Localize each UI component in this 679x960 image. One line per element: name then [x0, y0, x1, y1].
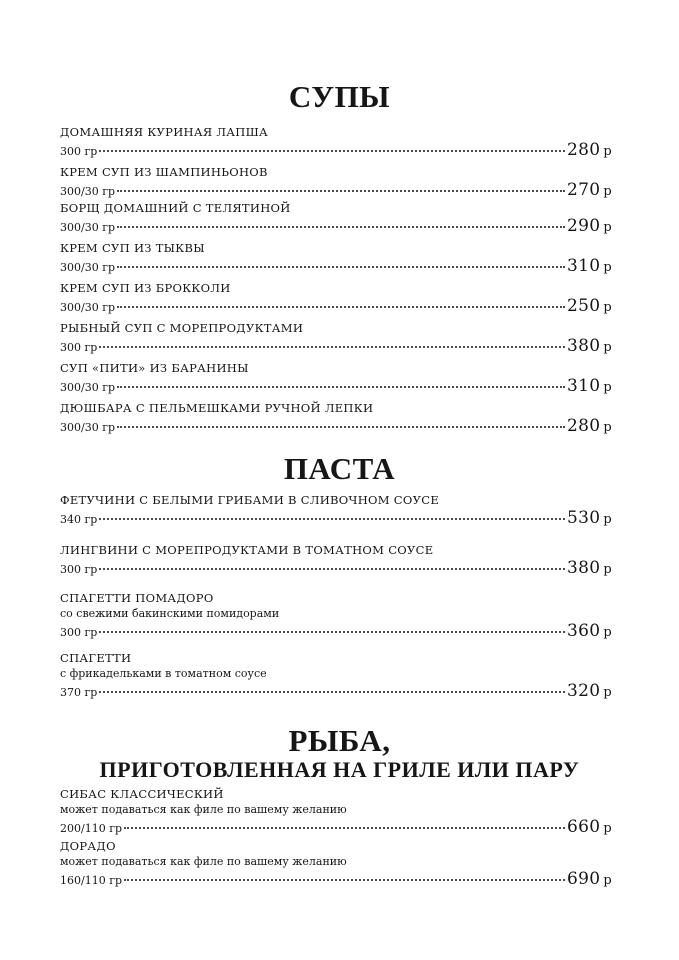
item-name: БОРЩ ДОМАШНИЙ С ТЕЛЯТИНОЙ	[60, 201, 291, 215]
item-price: 250 р	[567, 296, 612, 316]
dot-leader	[117, 426, 565, 428]
dot-leader	[124, 879, 565, 881]
item-name: ФЕТУЧИНИ С БЕЛЫМИ ГРИБАМИ В СЛИВОЧНОМ СОУСЕ	[60, 493, 440, 507]
item-price: 280 р	[567, 140, 612, 160]
price-row	[60, 681, 612, 701]
price-row	[60, 180, 612, 200]
currency: р	[603, 420, 612, 435]
item-name: КРЕМ СУП ИЗ БРОККОЛИ	[60, 281, 231, 295]
dot-leader	[99, 346, 565, 348]
currency: р	[603, 144, 612, 159]
item-price: 530 р	[567, 508, 612, 528]
item-weight: 300/30 гр	[60, 421, 115, 434]
item-weight: 300 гр	[60, 145, 98, 158]
menu-item	[60, 400, 612, 436]
dot-leader	[99, 568, 565, 570]
currency: р	[603, 512, 612, 527]
currency: р	[603, 873, 612, 888]
item-weight: 340 гр	[60, 513, 98, 526]
price-row	[60, 376, 612, 396]
currency: р	[603, 184, 612, 199]
item-name: РЫБНЫЙ СУП С МОРЕПРОДУКТАМИ	[60, 321, 304, 335]
price-row	[60, 869, 612, 889]
item-price: 660 р	[567, 817, 612, 837]
item-name: ДЮШБАРА С ПЕЛЬМЕШКАМИ РУЧНОЙ ЛЕПКИ	[60, 401, 374, 415]
menu-item	[60, 650, 612, 701]
item-name: ДОРАДО	[60, 839, 116, 853]
section-subtitle-fish: ПРИГОТОВЛЕННАЯ НА ГРИЛЕ ИЛИ ПАРУ	[99, 757, 580, 782]
item-weight: 300 гр	[60, 341, 98, 354]
currency: р	[603, 380, 612, 395]
menu-item	[60, 124, 612, 160]
price-row	[60, 336, 612, 356]
item-price: 310 р	[567, 256, 612, 276]
item-name: СПАГЕТТИ	[60, 651, 132, 665]
menu-item	[60, 786, 612, 837]
menu-item	[60, 492, 612, 528]
item-weight: 300 гр	[60, 563, 98, 576]
dot-leader	[117, 190, 565, 192]
price-row	[60, 296, 612, 316]
dot-leader	[117, 226, 565, 228]
price-row	[60, 140, 612, 160]
item-price: 380 р	[567, 336, 612, 356]
item-name: СПАГЕТТИ ПОМАДОРО	[60, 591, 214, 605]
price-row	[60, 817, 612, 837]
price-row	[60, 416, 612, 436]
menu-item	[60, 590, 612, 641]
item-description: с фрикадельками в томатном соусе	[60, 667, 267, 680]
dot-leader	[99, 631, 565, 633]
menu-item	[60, 240, 612, 276]
menu-item	[60, 200, 612, 236]
dot-leader	[117, 266, 565, 268]
item-price: 310 р	[567, 376, 612, 396]
section-title-pasta: ПАСТА	[283, 451, 396, 486]
menu-item	[60, 838, 612, 889]
item-weight: 370 гр	[60, 686, 98, 699]
item-price: 320 р	[567, 681, 612, 701]
currency: р	[603, 625, 612, 640]
dot-leader	[99, 691, 565, 693]
item-price: 360 р	[567, 621, 612, 641]
item-name: ЛИНГВИНИ С МОРЕПРОДУКТАМИ В ТОМАТНОМ СОУСЕ	[60, 543, 434, 557]
item-description: может подаваться как филе по вашему желанию	[60, 855, 347, 868]
price-row	[60, 216, 612, 236]
item-name: КРЕМ СУП ИЗ ШАМПИНЬОНОВ	[60, 165, 268, 179]
item-price: 290 р	[567, 216, 612, 236]
dot-leader	[117, 386, 565, 388]
dot-leader	[99, 518, 565, 520]
item-name: СИБАС КЛАССИЧЕСКИЙ	[60, 787, 224, 801]
menu-item	[60, 542, 612, 578]
section-title-soups: СУПЫ	[288, 79, 391, 114]
item-weight: 300/30 гр	[60, 261, 115, 274]
item-name: СУП «ПИТИ» ИЗ БАРАНИНЫ	[60, 361, 249, 375]
item-price: 280 р	[567, 416, 612, 436]
price-row	[60, 621, 612, 641]
currency: р	[603, 340, 612, 355]
section-title-fish: РЫБА,	[288, 723, 391, 758]
item-description: со свежими бакинскими помидорами	[60, 607, 280, 620]
menu-item	[60, 164, 612, 200]
price-row	[60, 508, 612, 528]
item-weight: 300/30 гр	[60, 185, 115, 198]
currency: р	[603, 300, 612, 315]
item-weight: 300/30 гр	[60, 221, 115, 234]
currency: р	[603, 562, 612, 577]
dot-leader	[117, 306, 565, 308]
currency: р	[603, 260, 612, 275]
currency: р	[603, 821, 612, 836]
price-row	[60, 558, 612, 578]
menu-item	[60, 320, 612, 356]
item-weight: 300/30 гр	[60, 301, 115, 314]
item-weight: 200/110 гр	[60, 822, 122, 835]
currency: р	[603, 685, 612, 700]
item-price: 690 р	[567, 869, 612, 889]
item-name: КРЕМ СУП ИЗ ТЫКВЫ	[60, 241, 205, 255]
item-weight: 300/30 гр	[60, 381, 115, 394]
item-weight: 300 гр	[60, 626, 98, 639]
menu-item	[60, 280, 612, 316]
dot-leader	[124, 827, 565, 829]
item-price: 380 р	[567, 558, 612, 578]
price-row	[60, 256, 612, 276]
item-name: ДОМАШНЯЯ КУРИНАЯ ЛАПША	[60, 125, 269, 139]
item-weight: 160/110 гр	[60, 874, 122, 887]
item-price: 270 р	[567, 180, 612, 200]
menu-item	[60, 360, 612, 396]
item-description: может подаваться как филе по вашему желанию	[60, 803, 347, 816]
dot-leader	[99, 150, 565, 152]
currency: р	[603, 220, 612, 235]
